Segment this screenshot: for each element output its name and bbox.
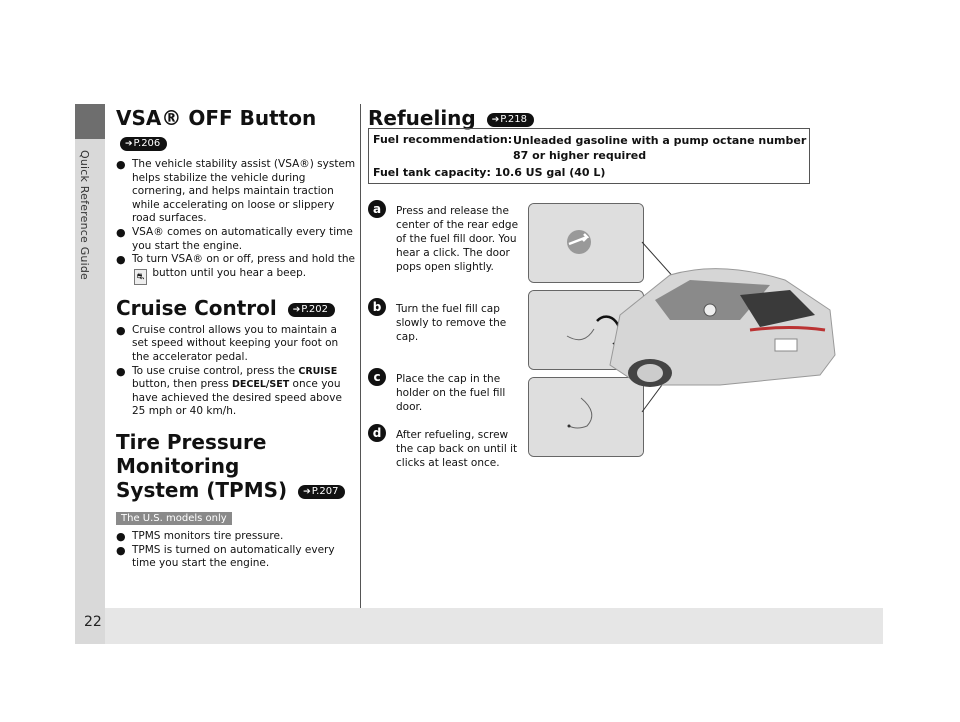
tpms-ref-text: P.207: [311, 485, 339, 497]
bullet-text: button, then press: [132, 378, 229, 391]
arrow-icon: ➔: [491, 115, 500, 125]
tpms-page-ref[interactable]: [298, 485, 345, 499]
vsa-ref-text: P.206: [133, 138, 161, 149]
arrow-icon: ➔: [125, 139, 133, 149]
fuel-info-box: [368, 128, 810, 184]
tpms-title-line2: System (TPMS): [116, 477, 288, 502]
list-item: ● TPMS monitors tire pressure.: [116, 530, 356, 544]
vsa-page-ref[interactable]: [120, 137, 167, 151]
fuel-rec-label: Fuel recommendation:: [373, 133, 513, 146]
cruise-section: [116, 296, 356, 419]
step-c: [368, 368, 528, 428]
bullet-text: To use cruise control, press the: [132, 364, 296, 377]
models-badge: The U.S. models only: [116, 512, 232, 525]
cruise-ref-text: P.202: [301, 303, 329, 315]
footer-bar: [105, 608, 883, 644]
refueling-page-ref[interactable]: [487, 113, 534, 127]
left-column: [116, 106, 356, 582]
step-marker: c: [368, 368, 386, 386]
fuel-tank-capacity: Fuel tank capacity: 10.6 US gal (40 L): [373, 166, 606, 179]
vsa-title: VSA® OFF Button: [116, 106, 317, 130]
side-tab-marker: [75, 104, 105, 139]
arrow-icon: ➔: [292, 304, 301, 315]
cruise-page-ref[interactable]: [288, 303, 335, 317]
step-a: [368, 200, 528, 280]
list-item: ● TPMS is turned on automatically every time you start the engine.: [116, 544, 356, 571]
page-number: 22: [84, 614, 102, 630]
list-item: ● VSA® comes on automatically every time you start the engine.: [116, 226, 356, 253]
column-divider: [360, 104, 361, 608]
step-text: Place the cap in the holder on the fuel fill door.: [396, 373, 506, 413]
bullet-text: once you have achieved the desired speed above 25 mph or 40 km/h.: [132, 378, 342, 418]
refueling-heading: [368, 106, 880, 130]
bullet-text: To turn VSA® on or off, press and hold the: [132, 253, 355, 266]
list-item: ● The vehicle stability assist (VSA®) system helps stabilize the vehicle during cornering, and helps maintain traction while accelerating on loose or slippery road surfaces.: [116, 158, 356, 226]
tpms-title-line1: Tire Pressure Monitoring: [116, 429, 267, 478]
tpms-heading: [116, 430, 356, 502]
refueling-title: Refueling: [368, 106, 476, 130]
step-marker: b: [368, 298, 386, 316]
cruise-heading: [116, 296, 356, 320]
step-text: After refueling, screw the cap back on until it clicks at least once.: [396, 429, 518, 469]
list-item: [116, 253, 356, 285]
vsa-bullets: [116, 158, 356, 285]
cruise-title: Cruise Control: [116, 295, 277, 320]
vsa-heading: [116, 106, 356, 154]
list-item: [116, 365, 356, 419]
list-item: ● Cruise control allows you to maintain a set speed without keeping your foot on the accelerator pedal.: [116, 324, 356, 365]
vsa-button-icon: ⛐: [134, 269, 147, 285]
bullet-text: button until you hear a beep.: [152, 266, 307, 279]
step-b: [368, 298, 528, 358]
tpms-bullets: [116, 530, 356, 571]
cruise-key-label: CRUISE: [298, 365, 338, 377]
step-d: [368, 424, 528, 484]
tpms-section: [116, 430, 356, 571]
side-tab-label: Quick Reference Guide: [78, 150, 91, 280]
vsa-section: [116, 106, 356, 285]
arrow-icon: ➔: [303, 486, 311, 497]
decel-key-label: DECEL/SET: [232, 379, 290, 391]
step-marker: d: [368, 424, 386, 442]
car-rear-illustration: [600, 255, 840, 405]
step-marker: a: [368, 200, 386, 218]
step-text: Press and release the center of the rear edge of the fuel fill door. You hear a click. The door pops open slightly.: [396, 205, 519, 273]
fuel-rec-value: Unleaded gasoline with a pump octane number 87 or higher required: [513, 134, 807, 162]
step-text: Turn the fuel fill cap slowly to remove the cap.: [396, 303, 507, 343]
cruise-bullets: [116, 324, 356, 419]
refueling-ref-text: P.218: [500, 114, 527, 125]
